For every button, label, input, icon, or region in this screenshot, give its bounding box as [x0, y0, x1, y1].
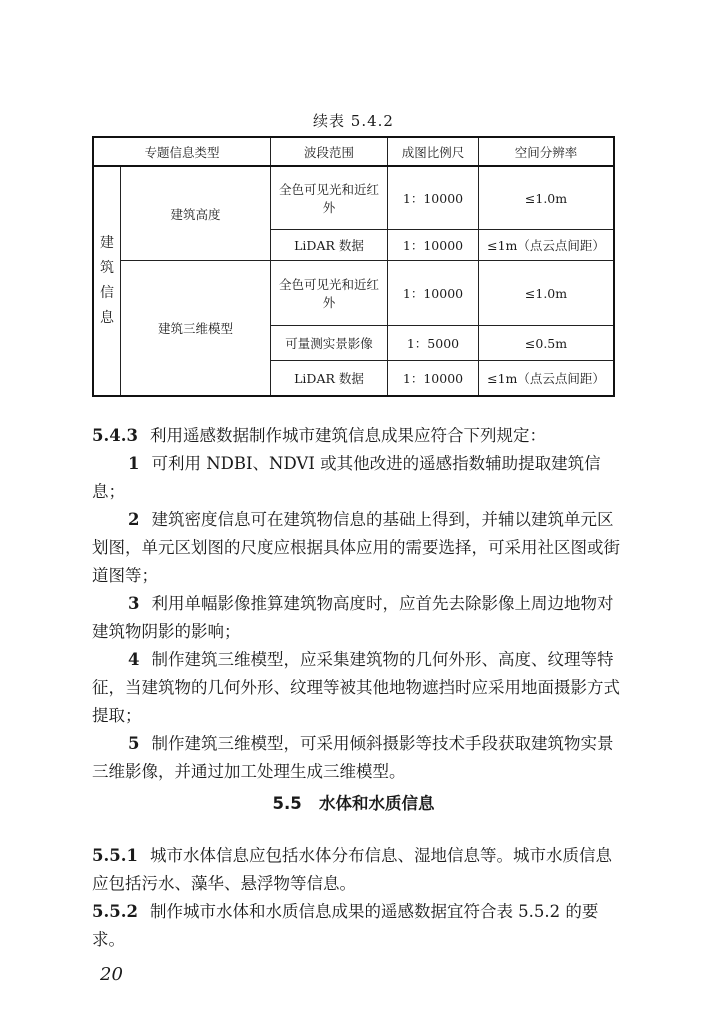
resolution-cell: ≤1m（点云点间距） — [479, 230, 615, 261]
resolution-cell: ≤1m（点云点间距） — [479, 361, 615, 397]
scale-cell: 1：5000 — [388, 326, 479, 361]
page-number: 20 — [100, 964, 123, 985]
resolution-cell: ≤1.0m — [479, 166, 615, 230]
header-scale: 成图比例尺 — [388, 137, 479, 166]
clause-heading — [92, 422, 620, 450]
item-text: 制作建筑三维模型，可采用倾斜摄影等技术手段获取建筑物实景三维影像，并通过加工处理生成三维模型。 — [92, 734, 614, 781]
list-item — [92, 730, 620, 786]
category-cell: 建 筑 信 息 — [93, 166, 121, 396]
clause-text: 制作城市水体和水质信息成果的遥感数据宜符合表 5.5.2 的要求。 — [92, 902, 599, 949]
scale-cell: 1：10000 — [388, 361, 479, 397]
item-number: 2 — [128, 510, 140, 529]
resolution-cell: ≤1.0m — [479, 261, 615, 326]
band-cell: LiDAR 数据 — [271, 361, 388, 397]
clause-number: 5.5.1 — [92, 846, 138, 865]
clause-5-5 — [92, 842, 620, 954]
table-caption: 续表 5.4.2 — [313, 112, 394, 130]
scale-cell: 1：10000 — [388, 230, 479, 261]
section-number: 5.5 — [272, 794, 302, 813]
section-title — [0, 790, 707, 814]
header-band: 波段范围 — [271, 137, 388, 166]
list-item — [92, 450, 620, 506]
scale-cell: 1：10000 — [388, 166, 479, 230]
item-number: 3 — [128, 594, 140, 613]
clause-number: 5.4.3 — [92, 426, 138, 445]
list-item — [92, 590, 620, 646]
item-text: 制作建筑三维模型，应采集建筑物的几何外形、高度、纹理等特征，当建筑物的几何外形、纹理等被其他地物遮挡时应采用地面摄影方式提取； — [92, 650, 620, 725]
item-text: 建筑密度信息可在建筑物信息的基础上得到，并辅以建筑单元区划图，单元区划图的尺度应根据具体应用的需要选择，可采用社区图或街道图等； — [92, 510, 620, 585]
table-row — [93, 166, 614, 230]
type-cell: 建筑高度 — [121, 166, 271, 261]
table-header-row — [93, 137, 614, 166]
type-cell: 建筑三维模型 — [121, 261, 271, 397]
band-cell: 全色可见光和近红外 — [271, 166, 388, 230]
list-item — [92, 506, 620, 590]
resolution-cell: ≤0.5m — [479, 326, 615, 361]
item-text: 可利用 NDBI、NDVI 或其他改进的遥感指数辅助提取建筑信息； — [92, 454, 601, 501]
spec-table — [92, 136, 615, 397]
band-cell: LiDAR 数据 — [271, 230, 388, 261]
item-text: 利用单幅影像推算建筑物高度时，应首先去除影像上周边地物对建筑物阴影的影响； — [92, 594, 614, 641]
list-item — [92, 646, 620, 730]
clause-5-4-3 — [92, 422, 620, 786]
clause-number: 5.5.2 — [92, 902, 138, 921]
table-row — [93, 261, 614, 326]
item-number: 1 — [128, 454, 140, 473]
clause-5-5-2 — [92, 898, 620, 954]
clause-text: 城市水体信息应包括水体分布信息、湿地信息等。城市水质信息应包括污水、藻华、悬浮物等信息。 — [92, 846, 612, 893]
header-resolution: 空间分辨率 — [479, 137, 615, 166]
clause-text: 利用遥感数据制作城市建筑信息成果应符合下列规定： — [149, 426, 546, 445]
header-type: 专题信息类型 — [93, 137, 271, 166]
item-number: 5 — [128, 734, 140, 753]
clause-5-5-1 — [92, 842, 620, 898]
scale-cell: 1：10000 — [388, 261, 479, 326]
band-cell: 全色可见光和近红外 — [271, 261, 388, 326]
item-number: 4 — [128, 650, 140, 669]
section-name: 水体和水质信息 — [318, 794, 435, 813]
band-cell: 可量测实景影像 — [271, 326, 388, 361]
